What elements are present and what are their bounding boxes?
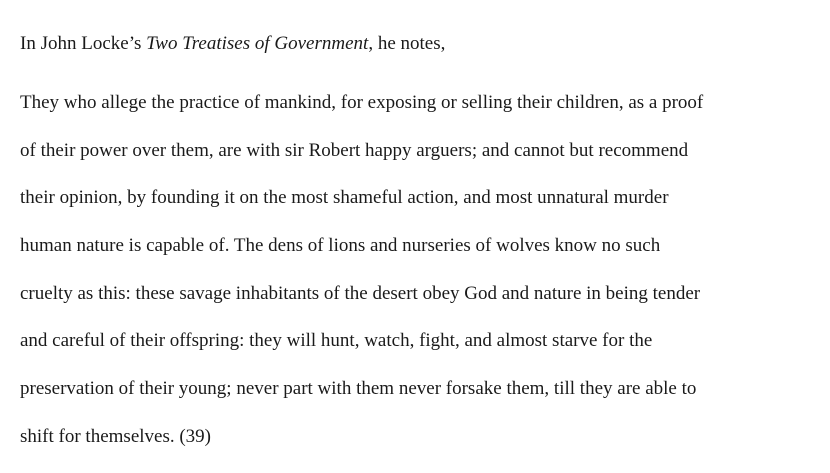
quote-line: human nature is capable of. The dens of lions and nurseries of wolves know no such (20, 235, 661, 256)
intro-sentence (20, 31, 445, 57)
quote-line: They who allege the practice of mankind, for exposing or selling their children, as a proof (20, 92, 704, 113)
quote-line: preservation of their young; never part with them never forsake them, till they are able to (20, 378, 697, 399)
quote-line: shift for themselves. (39) (20, 426, 212, 447)
quote-line: their opinion, by founding it on the most shameful action, and most unnatural murder (20, 187, 669, 208)
quote-line: of their power over them, are with sir Robert happy arguers; and cannot but recommend (20, 140, 689, 161)
quote-line: cruelty as this: these savage inhabitants of the desert obey God and nature in being tender (20, 283, 701, 304)
book-title: Two Treatises of Government (146, 33, 369, 54)
intro-suffix: , he notes, (368, 33, 446, 54)
quote-line: and careful of their offspring: they will hunt, watch, fight, and almost starve for the (20, 330, 653, 351)
intro-prefix: In John Locke’s (20, 33, 147, 54)
